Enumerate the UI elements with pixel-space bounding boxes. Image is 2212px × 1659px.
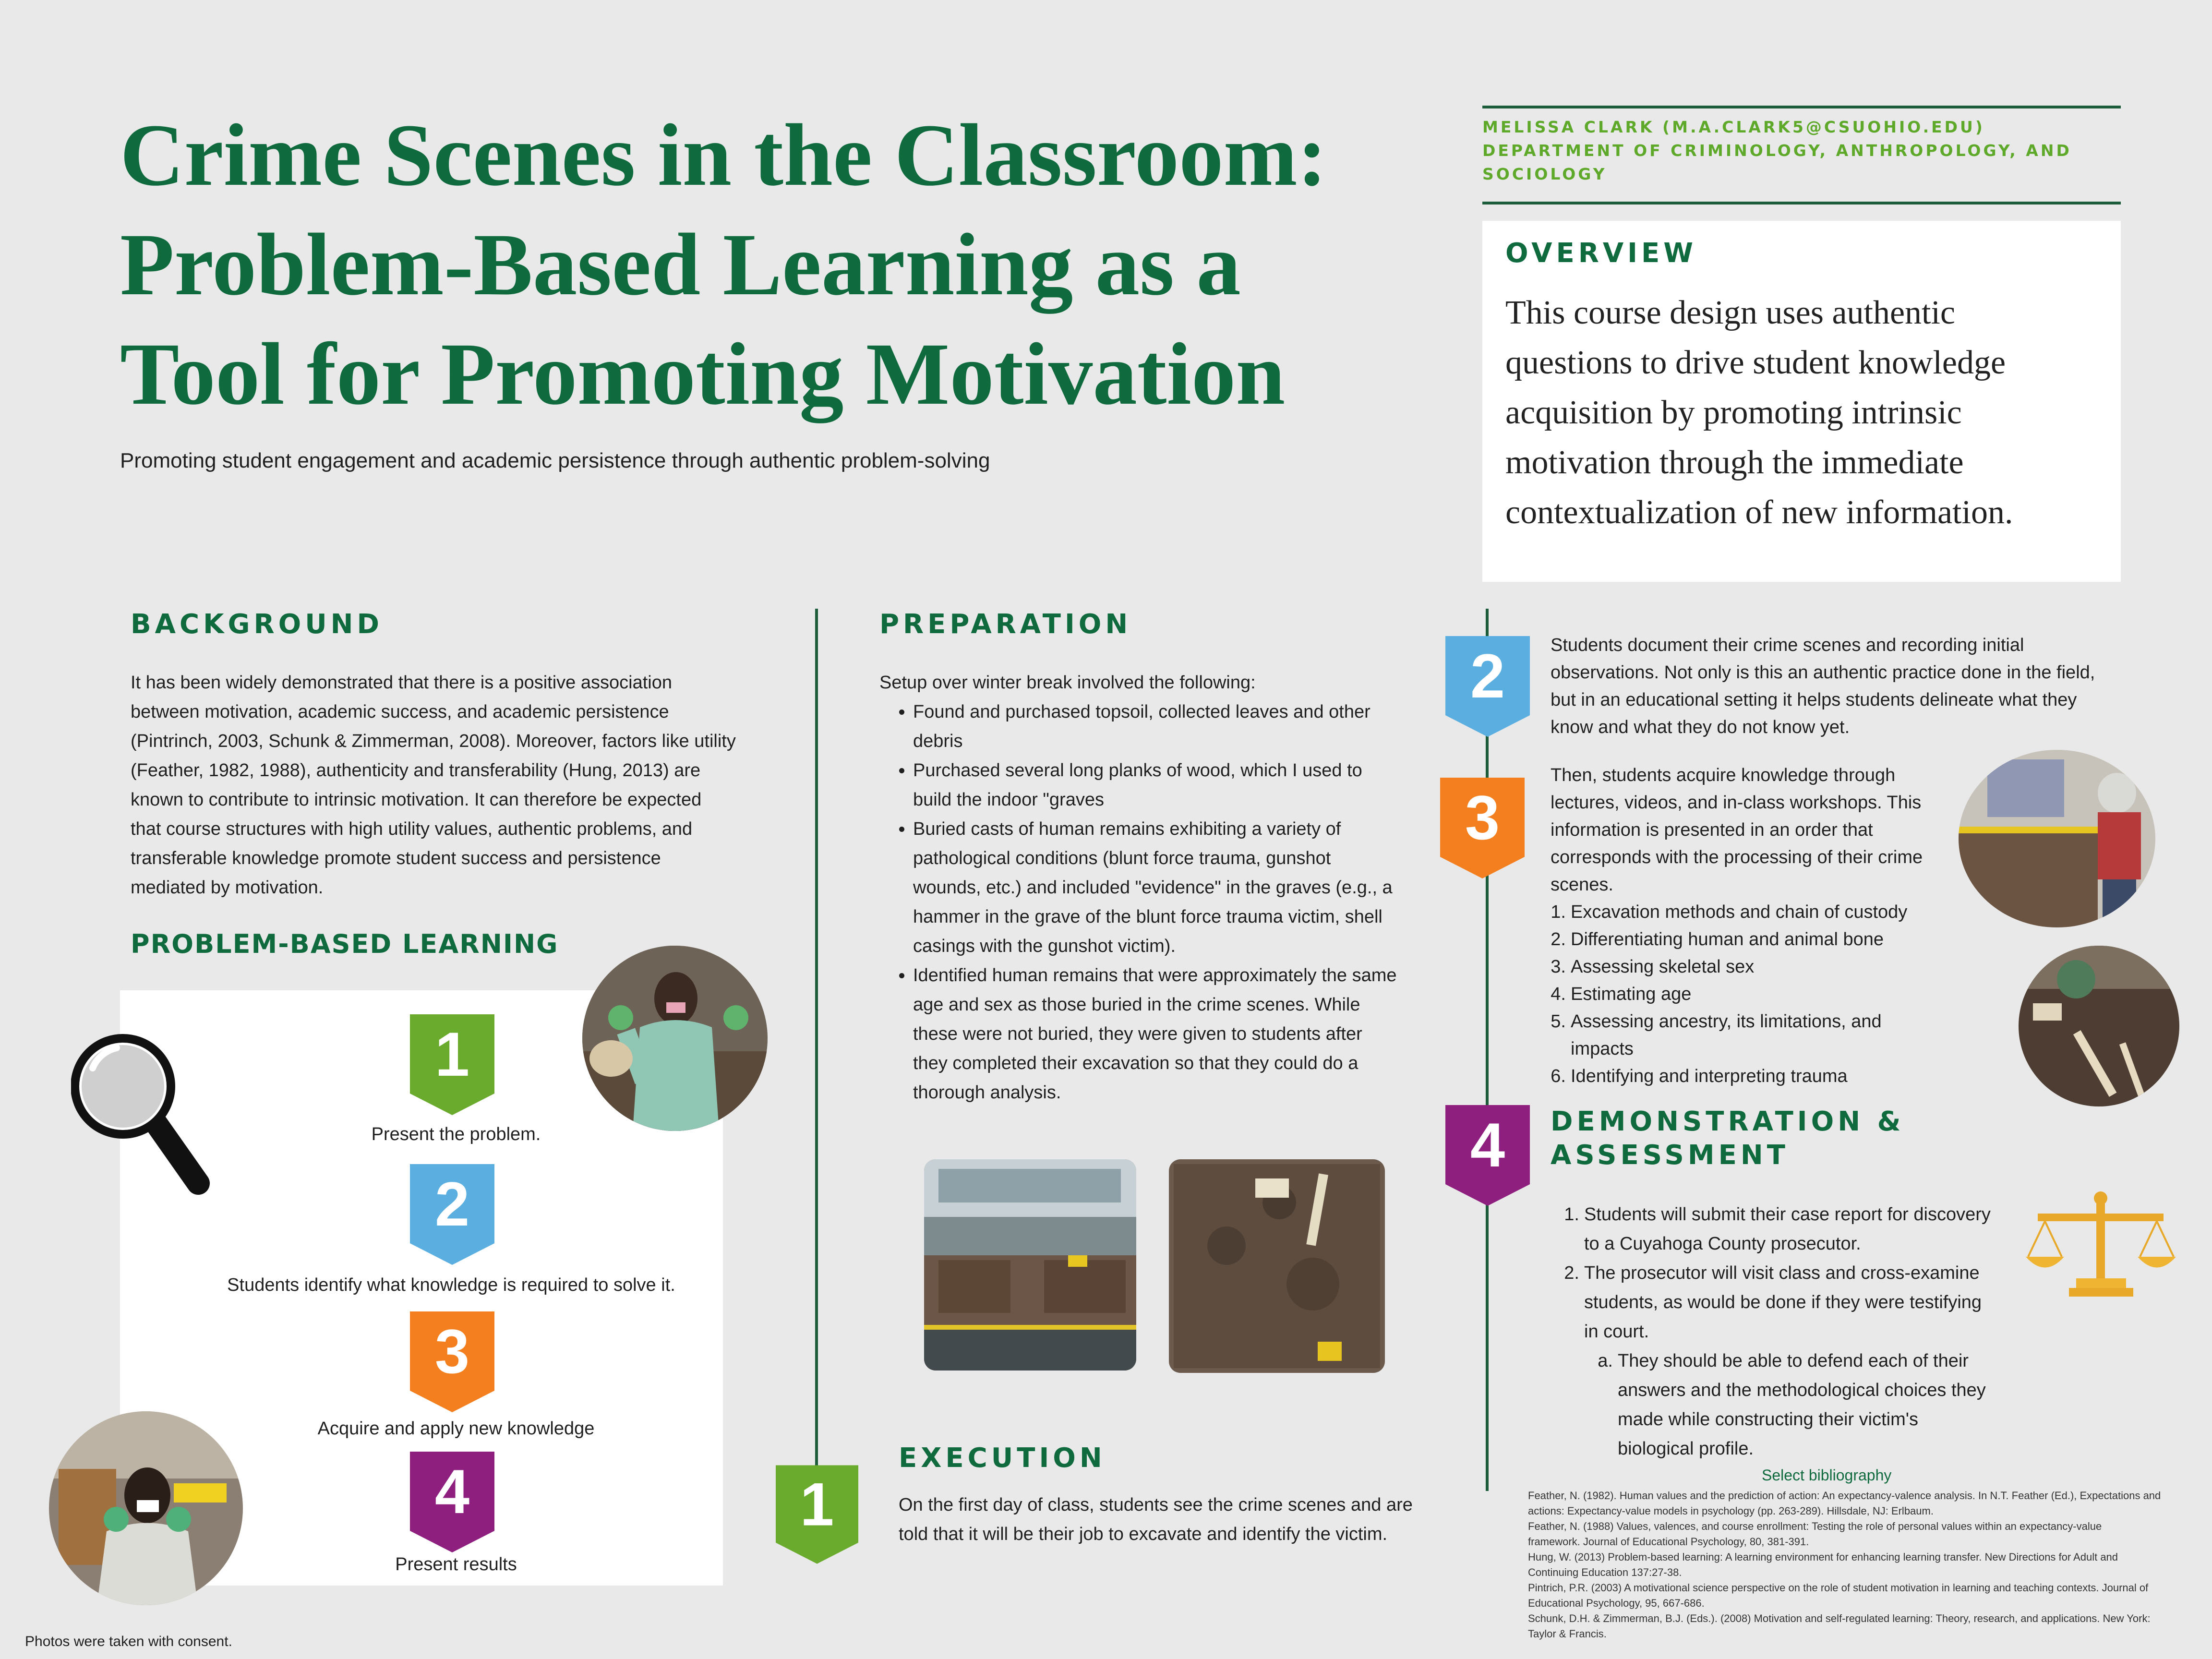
- preparation-item-line: • Buried casts of human remains exhibiting a variety of: [913, 819, 1341, 839]
- column-divider-left: [815, 609, 818, 1472]
- student-photo-top: [582, 946, 768, 1131]
- consent-note: Photos were taken with consent.: [25, 1634, 232, 1649]
- assessment-subitem-cont: answers and the methodological choices they: [1618, 1380, 1986, 1400]
- topic-item: 2. Differentiating human and animal bone: [1551, 929, 1884, 950]
- pbl-step-3-label: Acquire and apply new knowledge: [317, 1419, 595, 1439]
- column-divider-right: [1486, 609, 1489, 1491]
- preparation-item-line: pathological conditions (blunt force trauma, gunshot: [913, 848, 1331, 868]
- bibliography-entry-line: Taylor & Francis.: [1528, 1628, 1607, 1640]
- preparation-item: [913, 961, 1397, 1107]
- bibliography-entry-line: Hung, W. (2013) Problem-based learning: A learning environment for enhancing learning transfer. New Directions for Adult and: [1528, 1551, 2118, 1563]
- overview-line: motivation through the immediate: [1505, 444, 1964, 481]
- pbl-step-4-label: Present results: [395, 1554, 517, 1575]
- bibliography-list: [1528, 1488, 2161, 1642]
- bibliography-entry-line: actions: Expectancy-value models in psychology (pp. 263-289). Hillsdale, NJ: Erlbaum.: [1528, 1505, 1934, 1517]
- execution-step-number: 1: [800, 1470, 834, 1539]
- preparation-heading: PREPARATION: [879, 609, 1132, 640]
- pbl-step-2-label: Students identify what knowledge is required to solve it.: [227, 1275, 675, 1295]
- bibliography-entry-line: framework. Journal of Educational Psychology, 80, 381-391.: [1528, 1536, 1809, 1548]
- bibliography-entry-line: Schunk, D.H. & Zimmerman, B.J. (Eds.). (2008) Motivation and self-regulated learning: Theory, research, and applications. New York:: [1528, 1612, 2151, 1624]
- step-4-number: 4: [1470, 1110, 1505, 1180]
- preparation-item-line: • Purchased several long planks of wood, which I used to: [913, 760, 1362, 781]
- execution-heading: EXECUTION: [899, 1443, 1106, 1474]
- student-documenting-photo: [1959, 750, 2155, 927]
- demonstration-heading-line-1: DEMONSTRATION &: [1551, 1106, 1905, 1137]
- pbl-step-1-number: 1: [434, 1019, 470, 1089]
- preparation-item-line: they completed their excavation so that they could do a: [913, 1053, 1358, 1073]
- overview-line: questions to drive student knowledge: [1505, 344, 2006, 381]
- assessment-item: 1. Students will submit their case report for discovery: [1564, 1204, 1991, 1225]
- overview-line: acquisition by promoting intrinsic: [1505, 394, 1962, 431]
- preparation-item-line: • Found and purchased topsoil, collected leaves and other: [913, 702, 1370, 722]
- step-3-line: information is presented in an order that: [1551, 820, 1873, 840]
- background-line: known to contribute to intrinsic motivation. It can therefore be expected: [131, 790, 702, 810]
- step-2-line: observations. Not only is this an authentic practice done in the field,: [1551, 662, 2095, 683]
- bibliography-entry-line: Educational Psychology, 95, 667-686.: [1528, 1597, 1705, 1609]
- assessment-item-cont: students, as would be done if they were testifying: [1584, 1292, 1982, 1312]
- preparation-item: [913, 756, 1397, 815]
- preparation-item-line: age and sex as those buried in the crime scenes. While: [913, 995, 1360, 1015]
- poster-title-line-3: Tool for Promoting Motivation: [120, 325, 1286, 423]
- bibliography-entry-line: Pintrich, P.R. (2003) A motivational science perspective on the role of student motivation in learning and teaching contexts. Journal of: [1528, 1582, 2149, 1594]
- preparation-list: [879, 697, 1397, 1107]
- topic-item: 5. Assessing ancestry, its limitations, and impacts: [1551, 1011, 1882, 1059]
- topic-item: 1. Excavation methods and chain of custody: [1551, 902, 1908, 922]
- pbl-step-3-badge: [410, 1311, 494, 1412]
- step-3-line: corresponds with the processing of their crime: [1551, 847, 1923, 867]
- scales-of-justice-icon: [2023, 1190, 2179, 1298]
- students-excavating-photo: [2019, 946, 2179, 1106]
- pbl-step-2-badge: [410, 1164, 494, 1265]
- assessment-subitem: a. They should be able to defend each of their: [1598, 1351, 1969, 1371]
- author-department: DEPARTMENT OF CRIMINOLOGY, ANTHROPOLOGY, AND: [1482, 141, 2072, 160]
- overview-heading: OVERVIEW: [1505, 238, 1697, 269]
- assessment-item: 2. The prosecutor will visit class and cross-examine: [1564, 1263, 1980, 1283]
- pbl-step-1-badge: [410, 1014, 494, 1115]
- step-4-badge: [1445, 1105, 1530, 1206]
- author-name: MELISSA CLARK (M.A.CLARK5@CSUOHIO.EDU): [1482, 118, 1985, 136]
- student-photo-bottom: [49, 1411, 243, 1605]
- step-4-list: [1551, 1200, 1991, 1464]
- background-line: that course structures with high utility values, authentic problems, and: [131, 819, 693, 839]
- preparation-item-line: wounds, etc.) and included "evidence" in the graves (e.g., a: [913, 878, 1393, 898]
- pbl-step-2-number: 2: [434, 1169, 470, 1239]
- poster-title: [120, 101, 1327, 429]
- step-2-line: Students document their crime scenes and recording initial: [1551, 635, 2024, 655]
- poster-title-line-1: Crime Scenes in the Classroom:: [120, 106, 1327, 204]
- step-2-line: know and what they do not know yet.: [1551, 717, 1850, 737]
- background-line: mediated by motivation.: [131, 878, 324, 898]
- assessment-subitem-cont: made while constructing their victim's: [1618, 1409, 1919, 1430]
- step-3-line: Then, students acquire knowledge through: [1551, 765, 1896, 785]
- preparation-item-line: debris: [913, 731, 963, 751]
- step-2-number: 2: [1470, 641, 1505, 711]
- topic-item: 3. Assessing skeletal sex: [1551, 957, 1755, 977]
- preparation-item-line: casings with the gunshot victim).: [913, 936, 1176, 956]
- assessment-item-cont: in court.: [1584, 1322, 1649, 1342]
- pbl-step-1-label: Present the problem.: [371, 1124, 541, 1144]
- preparation-item-line: thorough analysis.: [913, 1082, 1061, 1103]
- bibliography-entry-line: Feather, N. (1982). Human values and the prediction of action: An expectancy-valence analysis. In N.T. Feather (Ed.), Expectations and: [1528, 1490, 2161, 1502]
- assessment-item-cont: to a Cuyahoga County prosecutor.: [1584, 1234, 1861, 1254]
- background-line: between motivation, academic success, and academic persistence: [131, 702, 669, 722]
- background-text: [131, 668, 736, 902]
- step-3-number: 3: [1465, 782, 1500, 853]
- crime-scene-photo-lab: [924, 1159, 1136, 1370]
- preparation-item-line: these were not buried, they were given to students after: [913, 1024, 1362, 1044]
- step-2-line: but in an educational setting it helps students delineate what they: [1551, 690, 2077, 710]
- preparation-item: [913, 815, 1397, 961]
- author-block: [1482, 115, 2121, 186]
- step-3-line: scenes.: [1551, 875, 1613, 895]
- overview-line: contextualization of new information.: [1505, 494, 2013, 531]
- overview-text: [1505, 288, 2013, 538]
- author-department-cont: SOCIOLOGY: [1482, 165, 1607, 183]
- step-2-badge: [1445, 636, 1530, 737]
- overview-line: This course design uses authentic: [1505, 294, 1956, 331]
- step-3-badge: [1440, 778, 1525, 878]
- step-3-line: lectures, videos, and in-class workshops. This: [1551, 793, 1922, 813]
- poster-title-line-2: Problem-Based Learning as a: [120, 216, 1241, 314]
- poster-subtitle: Promoting student engagement and academic persistence through authentic problem-solving: [120, 449, 990, 472]
- preparation-item-line: hammer in the grave of the blunt force trauma victim, shell: [913, 907, 1382, 927]
- crime-scene-photo-grave: [1169, 1159, 1385, 1373]
- topic-item: 4. Estimating age: [1551, 984, 1692, 1004]
- execution-line: told that it will be their job to excavate and identify the victim.: [899, 1524, 1388, 1544]
- background-line: transferable knowledge promote student success and persistence: [131, 848, 661, 868]
- background-line: (Pintrinch, 2003, Schunk & Zimmerman, 2008). Moreover, factors like utility: [131, 731, 736, 751]
- preparation-item-line: build the indoor "graves: [913, 790, 1104, 810]
- author-top-rule: [1482, 106, 2121, 108]
- pbl-step-4-badge: [410, 1452, 494, 1552]
- preparation-item-line: • Identified human remains that were approximately the same: [913, 965, 1397, 986]
- background-line: It has been widely demonstrated that there is a positive association: [131, 673, 672, 693]
- demonstration-heading-line-2: ASSESSMENT: [1551, 1140, 1789, 1171]
- bibliography-entry-line: Continuing Education 137:27-38.: [1528, 1566, 1682, 1578]
- topic-item: 6. Identifying and interpreting trauma: [1551, 1066, 1848, 1086]
- step-3-text: [1551, 762, 1923, 899]
- execution-step-1-badge: [776, 1464, 858, 1565]
- magnifying-glass-icon: [71, 1015, 210, 1195]
- background-line: (Feather, 1982, 1988), authenticity and transferability (Hung, 2013) are: [131, 760, 701, 781]
- pbl-step-4-number: 4: [434, 1456, 470, 1527]
- pbl-heading: PROBLEM-BASED LEARNING: [131, 929, 559, 959]
- step-3-topics: [1536, 899, 1907, 1090]
- bibliography-heading: Select bibliography: [1762, 1467, 1892, 1484]
- assessment-subitem-cont: biological profile.: [1618, 1439, 1754, 1459]
- overview-box: [1482, 221, 2121, 582]
- step-2-text: [1551, 632, 2095, 741]
- author-bottom-rule: [1482, 202, 2121, 204]
- preparation-intro: Setup over winter break involved the following:: [879, 673, 1256, 693]
- preparation-item: [913, 697, 1397, 756]
- execution-line: On the first day of class, students see the crime scenes and are: [899, 1495, 1413, 1515]
- bibliography-entry-line: Feather, N. (1988) Values, valences, and course enrollment: Testing the role of personal values within an expectancy-value: [1528, 1520, 2102, 1532]
- background-heading: BACKGROUND: [131, 609, 384, 640]
- pbl-step-3-number: 3: [434, 1316, 470, 1386]
- demonstration-heading: [1551, 1105, 1904, 1172]
- execution-text: [899, 1491, 1413, 1549]
